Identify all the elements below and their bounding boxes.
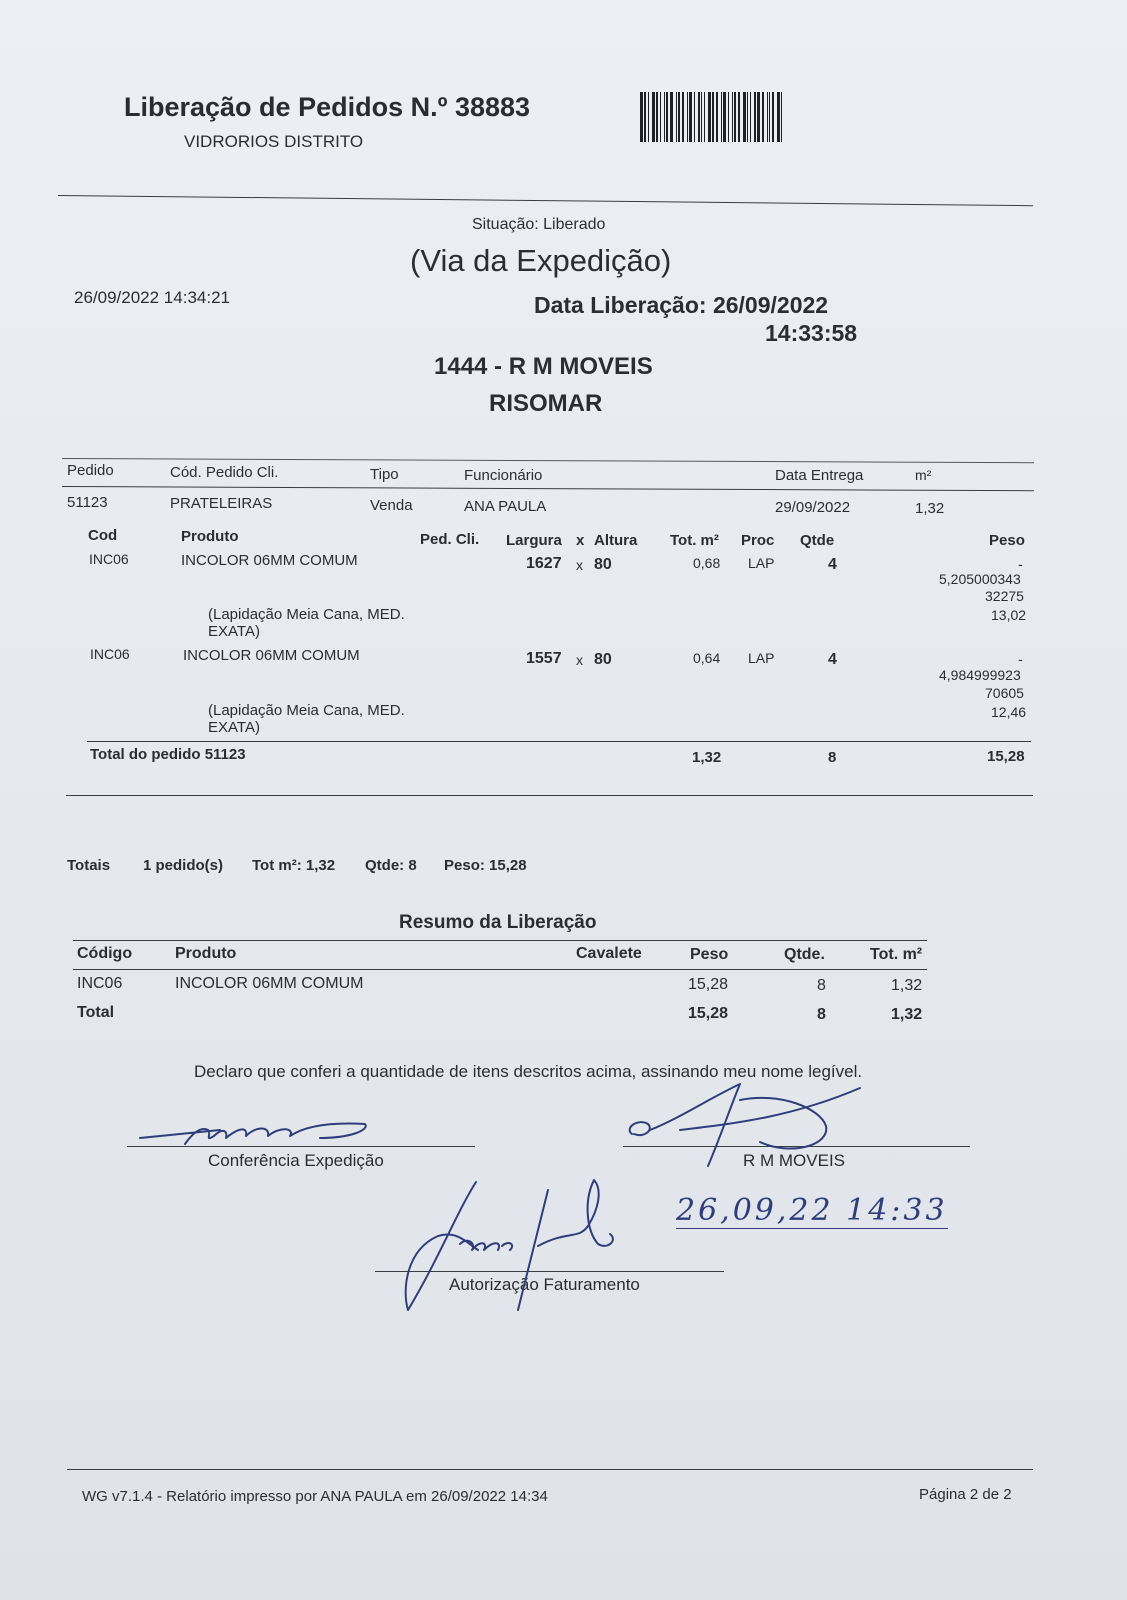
item-peso-line1: 5,205000343 bbox=[939, 571, 1021, 587]
barcode-bar bbox=[747, 92, 748, 142]
totals-qtde: Qtde: 8 bbox=[365, 857, 417, 874]
col-m2: m² bbox=[915, 467, 932, 483]
autorizacao-signature bbox=[398, 1170, 638, 1320]
barcode-bar bbox=[660, 92, 661, 142]
barcode-bar bbox=[781, 92, 782, 142]
item-qtde: 4 bbox=[828, 556, 837, 573]
barcode-bar bbox=[767, 92, 768, 142]
item-peso-line1: 4,984999923 bbox=[939, 667, 1021, 683]
items-col-peso: Peso bbox=[989, 532, 1025, 549]
barcode-bar bbox=[723, 92, 726, 142]
resumo-col-tot-m2: Tot. m² bbox=[870, 946, 923, 963]
item-peso-line2: 70605 bbox=[985, 685, 1024, 701]
client-signature-label: R M MOVEIS bbox=[743, 1151, 846, 1170]
barcode-bar bbox=[721, 92, 722, 142]
item-altura: 80 bbox=[594, 556, 612, 573]
items-col-produto: Produto bbox=[181, 528, 239, 545]
item-cod: INC06 bbox=[90, 646, 130, 662]
resumo-total-peso: 15,28 bbox=[688, 1005, 729, 1022]
col-funcionario: Funcionário bbox=[464, 467, 543, 484]
item-obs-line1: (Lapidação Meia Cana, MED. bbox=[208, 702, 405, 719]
item-largura: 1627 bbox=[526, 555, 562, 572]
barcode-bar bbox=[689, 92, 692, 142]
item-x: x bbox=[576, 652, 583, 668]
col-data-entrega: Data Entrega bbox=[775, 467, 864, 484]
barcode-bar bbox=[728, 92, 729, 142]
data-liberacao-date: 26/09/2022 bbox=[712, 292, 829, 318]
barcode-bar bbox=[664, 92, 665, 142]
order-cod-pedido-cli: PRATELEIRAS bbox=[170, 495, 273, 512]
barcode-bar bbox=[777, 92, 780, 142]
barcode-bar bbox=[743, 92, 746, 142]
item-altura: 80 bbox=[594, 651, 612, 668]
client-contact: RISOMAR bbox=[489, 390, 603, 417]
barcode-bar bbox=[738, 92, 740, 142]
order-pedido: 51123 bbox=[67, 494, 108, 511]
resumo-col-cavalete: Cavalete bbox=[576, 945, 642, 962]
item-peso-dash: - bbox=[1018, 556, 1023, 572]
autorizacao-label: Autorização Faturamento bbox=[449, 1275, 640, 1294]
barcode-bar bbox=[670, 92, 673, 142]
data-liberacao-label: Data Liberação: bbox=[534, 292, 707, 318]
order-total-qtde: 8 bbox=[828, 749, 837, 766]
resumo-produto: INCOLOR 06MM COMUM bbox=[175, 975, 364, 992]
order-total-rule bbox=[87, 741, 1031, 742]
items-col-proc: Proc bbox=[741, 532, 775, 549]
barcode-bar bbox=[757, 92, 760, 142]
item-peso-line3: 13,02 bbox=[991, 607, 1027, 623]
item-tot-m2: 0,64 bbox=[693, 650, 721, 666]
barcode-bar bbox=[676, 92, 677, 142]
barcode-bar bbox=[648, 92, 649, 142]
item-proc: LAP bbox=[748, 555, 775, 571]
totals-tot-m2: Tot m²: 1,32 bbox=[252, 857, 336, 874]
items-col-largura: Largura bbox=[506, 532, 562, 549]
order-data-entrega: 29/09/2022 bbox=[775, 499, 851, 516]
barcode-bar bbox=[772, 92, 774, 142]
conferencia-label: Conferência Expedição bbox=[208, 1151, 384, 1170]
item-produto: INCOLOR 06MM COMUM bbox=[183, 647, 360, 664]
barcode-bar bbox=[678, 92, 680, 142]
barcode-bar bbox=[644, 92, 646, 142]
barcode bbox=[640, 92, 812, 142]
item-tot-m2: 0,68 bbox=[693, 555, 721, 571]
totals-label: Totais bbox=[67, 857, 111, 874]
order-funcionario: ANA PAULA bbox=[464, 498, 547, 515]
via-label: (Via da Expedição) bbox=[410, 243, 672, 278]
item-obs-line2: EXATA) bbox=[208, 623, 260, 640]
totals-pedidos: 1 pedido(s) bbox=[143, 857, 224, 874]
header-divider bbox=[58, 195, 1033, 206]
item-proc: LAP bbox=[748, 650, 775, 666]
barcode-bar bbox=[762, 92, 764, 142]
barcode-bar bbox=[666, 92, 668, 142]
order-table-top-rule bbox=[62, 458, 1034, 463]
item-obs-line2: EXATA) bbox=[208, 719, 260, 736]
footer-rule bbox=[67, 1469, 1033, 1470]
resumo-total-tot-m2: 1,32 bbox=[891, 1006, 923, 1023]
resumo-peso: 15,28 bbox=[688, 976, 729, 993]
col-pedido: Pedido bbox=[67, 462, 114, 479]
resumo-tot-m2: 1,32 bbox=[891, 977, 923, 994]
item-peso-line3: 12,46 bbox=[991, 704, 1027, 720]
item-largura: 1557 bbox=[526, 650, 562, 667]
barcode-bar bbox=[694, 92, 695, 142]
order-end-rule bbox=[66, 795, 1033, 796]
client-name: 1444 - R M MOVEIS bbox=[434, 353, 653, 380]
item-produto: INCOLOR 06MM COMUM bbox=[181, 552, 358, 569]
declaration-text: Declaro que conferi a quantidade de itens descritos acima, assinando meu nome legível. bbox=[194, 1062, 863, 1081]
barcode-bar bbox=[687, 92, 688, 142]
barcode-bar bbox=[656, 92, 658, 142]
barcode-bar bbox=[682, 92, 684, 142]
barcode-bar bbox=[698, 92, 700, 142]
barcode-bar bbox=[754, 92, 756, 142]
order-tipo: Venda bbox=[370, 497, 413, 514]
resumo-top-rule bbox=[73, 940, 927, 941]
order-total-peso: 15,28 bbox=[987, 748, 1025, 765]
order-m2: 1,32 bbox=[915, 500, 945, 517]
data-liberacao bbox=[534, 292, 828, 319]
resumo-total-label: Total bbox=[77, 1004, 115, 1021]
barcode-bar bbox=[712, 92, 714, 142]
items-col-cod: Cod bbox=[88, 527, 118, 544]
item-peso-dash: - bbox=[1018, 651, 1023, 667]
item-cod: INC06 bbox=[89, 551, 129, 567]
resumo-col-qtde: Qtde. bbox=[784, 946, 825, 963]
resumo-col-produto: Produto bbox=[175, 945, 237, 962]
resumo-col-peso: Peso bbox=[690, 946, 729, 963]
items-col-ped-cli: Ped. Cli. bbox=[420, 531, 480, 548]
footer-page-number: Página 2 de 2 bbox=[919, 1486, 1012, 1503]
items-col-x: x bbox=[576, 532, 585, 549]
resumo-qtde: 8 bbox=[817, 977, 826, 994]
barcode-bar bbox=[750, 92, 751, 142]
barcode-bar bbox=[769, 92, 770, 142]
items-col-tot-m2: Tot. m² bbox=[670, 532, 719, 549]
handwritten-date: 26,09,22 14:33 bbox=[676, 1193, 948, 1228]
barcode-bar bbox=[701, 92, 702, 142]
situacao-label: Situação: Liberado bbox=[472, 216, 606, 233]
resumo-title: Resumo da Liberação bbox=[399, 912, 597, 933]
conferencia-signature bbox=[130, 1108, 390, 1158]
items-col-qtde: Qtde bbox=[800, 532, 835, 549]
item-x: x bbox=[576, 557, 583, 573]
print-timestamp: 26/09/2022 14:34:21 bbox=[74, 288, 230, 307]
barcode-bar bbox=[734, 92, 736, 142]
report-title: Liberação de Pedidos N.º 38883 bbox=[124, 92, 531, 122]
company-name: VIDRORIOS DISTRITO bbox=[184, 132, 364, 151]
barcode-bar bbox=[640, 92, 643, 142]
resumo-total-qtde: 8 bbox=[817, 1006, 826, 1023]
items-col-altura: Altura bbox=[594, 532, 638, 549]
order-total-label: Total do pedido 51123 bbox=[90, 746, 246, 763]
col-tipo: Tipo bbox=[370, 466, 399, 483]
item-peso-line2: 32275 bbox=[985, 588, 1024, 604]
order-total-m2: 1,32 bbox=[692, 749, 722, 766]
item-qtde: 4 bbox=[828, 651, 837, 668]
col-cod-pedido-cli: Cód. Pedido Cli. bbox=[170, 464, 279, 481]
totals-peso: Peso: 15,28 bbox=[444, 857, 527, 874]
order-table-header-rule bbox=[62, 486, 1034, 491]
resumo-header-rule bbox=[73, 969, 927, 970]
item-obs-line1: (Lapidação Meia Cana, MED. bbox=[208, 606, 405, 623]
data-liberacao-time: 14:33:58 bbox=[765, 320, 858, 346]
barcode-bar bbox=[716, 92, 718, 142]
client-signature bbox=[620, 1078, 920, 1168]
barcode-bar bbox=[708, 92, 711, 142]
barcode-bar bbox=[704, 92, 705, 142]
resumo-codigo: INC06 bbox=[77, 975, 123, 992]
barcode-bar bbox=[652, 92, 655, 142]
footer-printed-by: WG v7.1.4 - Relatório impresso por ANA PAULA em 26/09/2022 14:34 bbox=[82, 1488, 548, 1505]
barcode-bar bbox=[732, 92, 733, 142]
resumo-col-codigo: Código bbox=[77, 945, 133, 962]
